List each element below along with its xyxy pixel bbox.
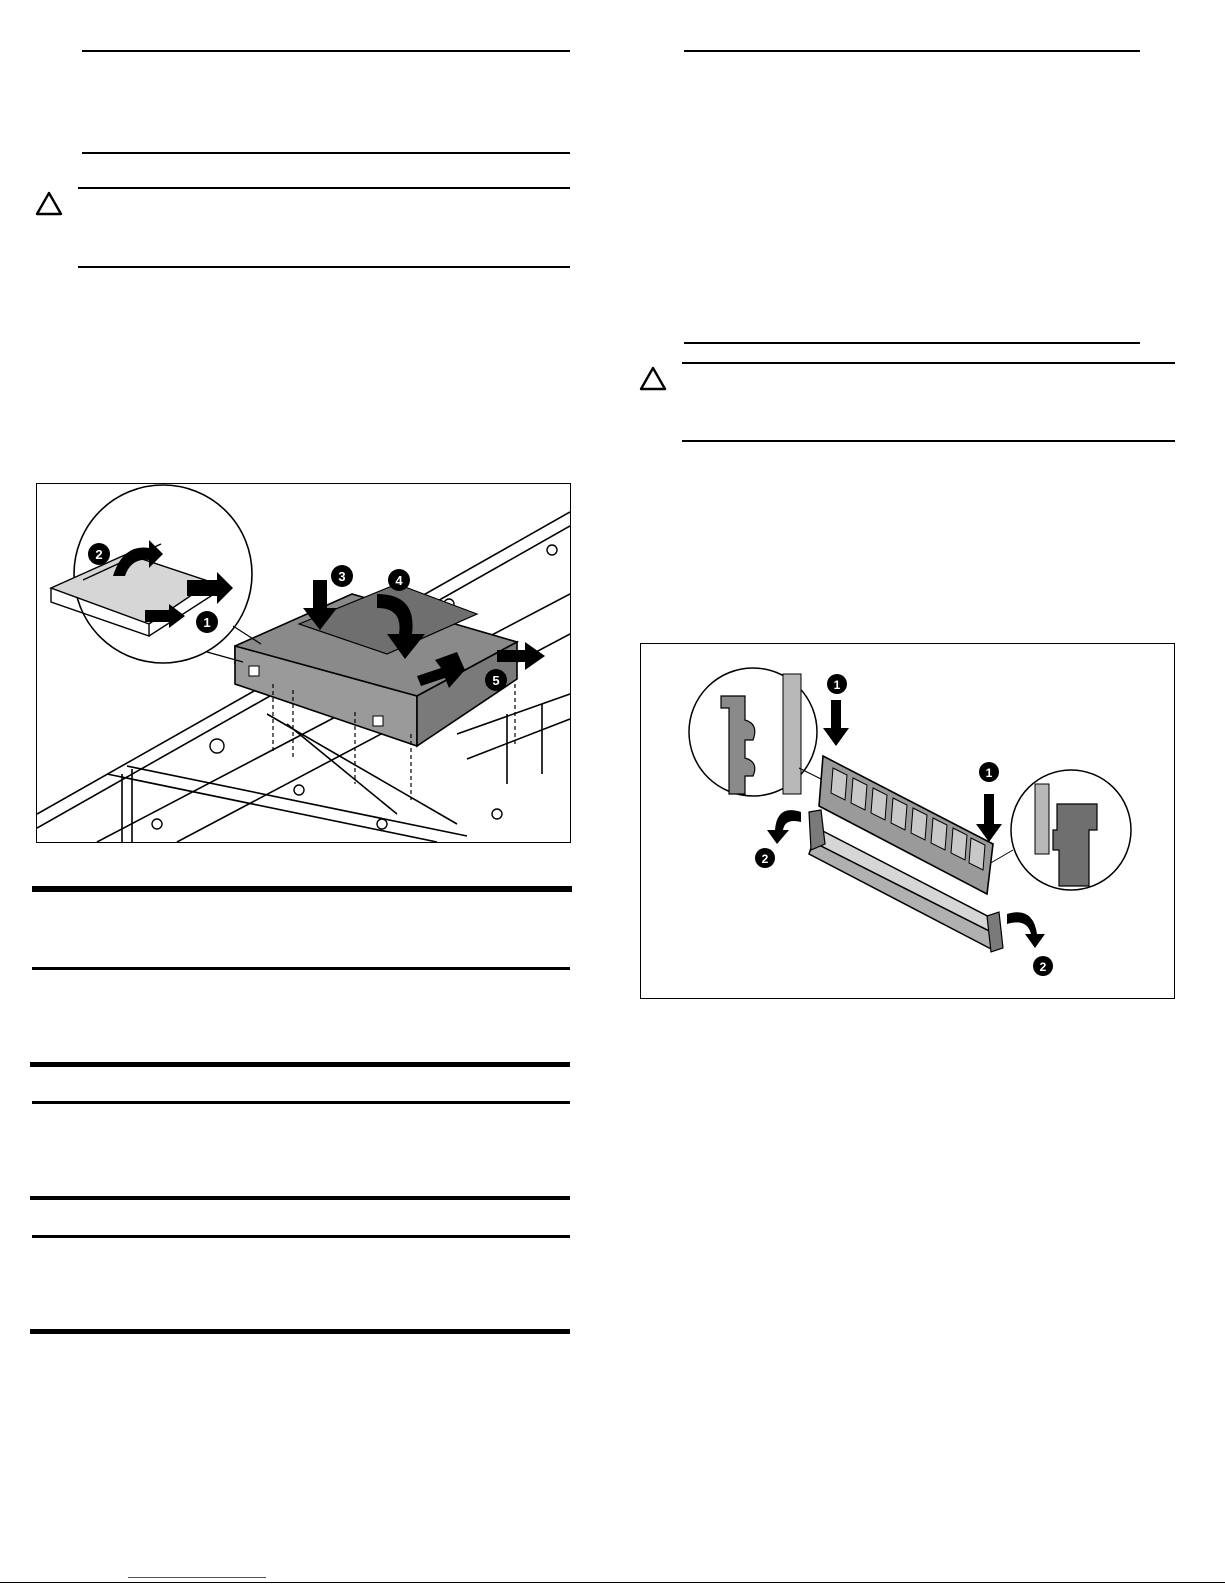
section-rule-4 [32, 1101, 570, 1104]
callout-4: 4 [395, 573, 403, 588]
section-rule-6 [32, 1235, 570, 1238]
dimm-callout-2b: 2 [1039, 960, 1047, 974]
caution-bottom-rule [78, 266, 570, 268]
section-rule-3 [30, 1062, 570, 1067]
section-rule-1 [32, 886, 572, 892]
drive-cage-figure [36, 483, 571, 843]
dimm-install-figure [640, 643, 1175, 999]
callout-1: 1 [203, 615, 211, 630]
callout-3: 3 [338, 569, 346, 584]
section-rule-2 [32, 967, 570, 970]
dimm-callout-1a: 1 [833, 678, 841, 692]
footer-link-underline[interactable] [128, 1577, 266, 1578]
section-rule-7 [30, 1329, 570, 1334]
dimm-callout-2a: 2 [761, 852, 769, 866]
right-note-top-rule [684, 50, 1140, 52]
callout-5: 5 [492, 673, 500, 688]
right-note-bottom-rule [684, 342, 1140, 344]
right-caution-top-rule [682, 362, 1175, 364]
caution-top-rule [78, 187, 570, 189]
footer-rule [0, 1582, 1225, 1583]
note-top-rule [82, 50, 570, 52]
section-rule-5 [30, 1196, 570, 1200]
dimm-callout-1b: 1 [985, 766, 993, 780]
callout-2: 2 [95, 547, 103, 562]
caution-triangle-icon [34, 190, 64, 218]
note-bottom-rule [82, 152, 570, 154]
right-caution-bottom-rule [682, 440, 1175, 442]
caution-triangle-icon [638, 365, 668, 393]
